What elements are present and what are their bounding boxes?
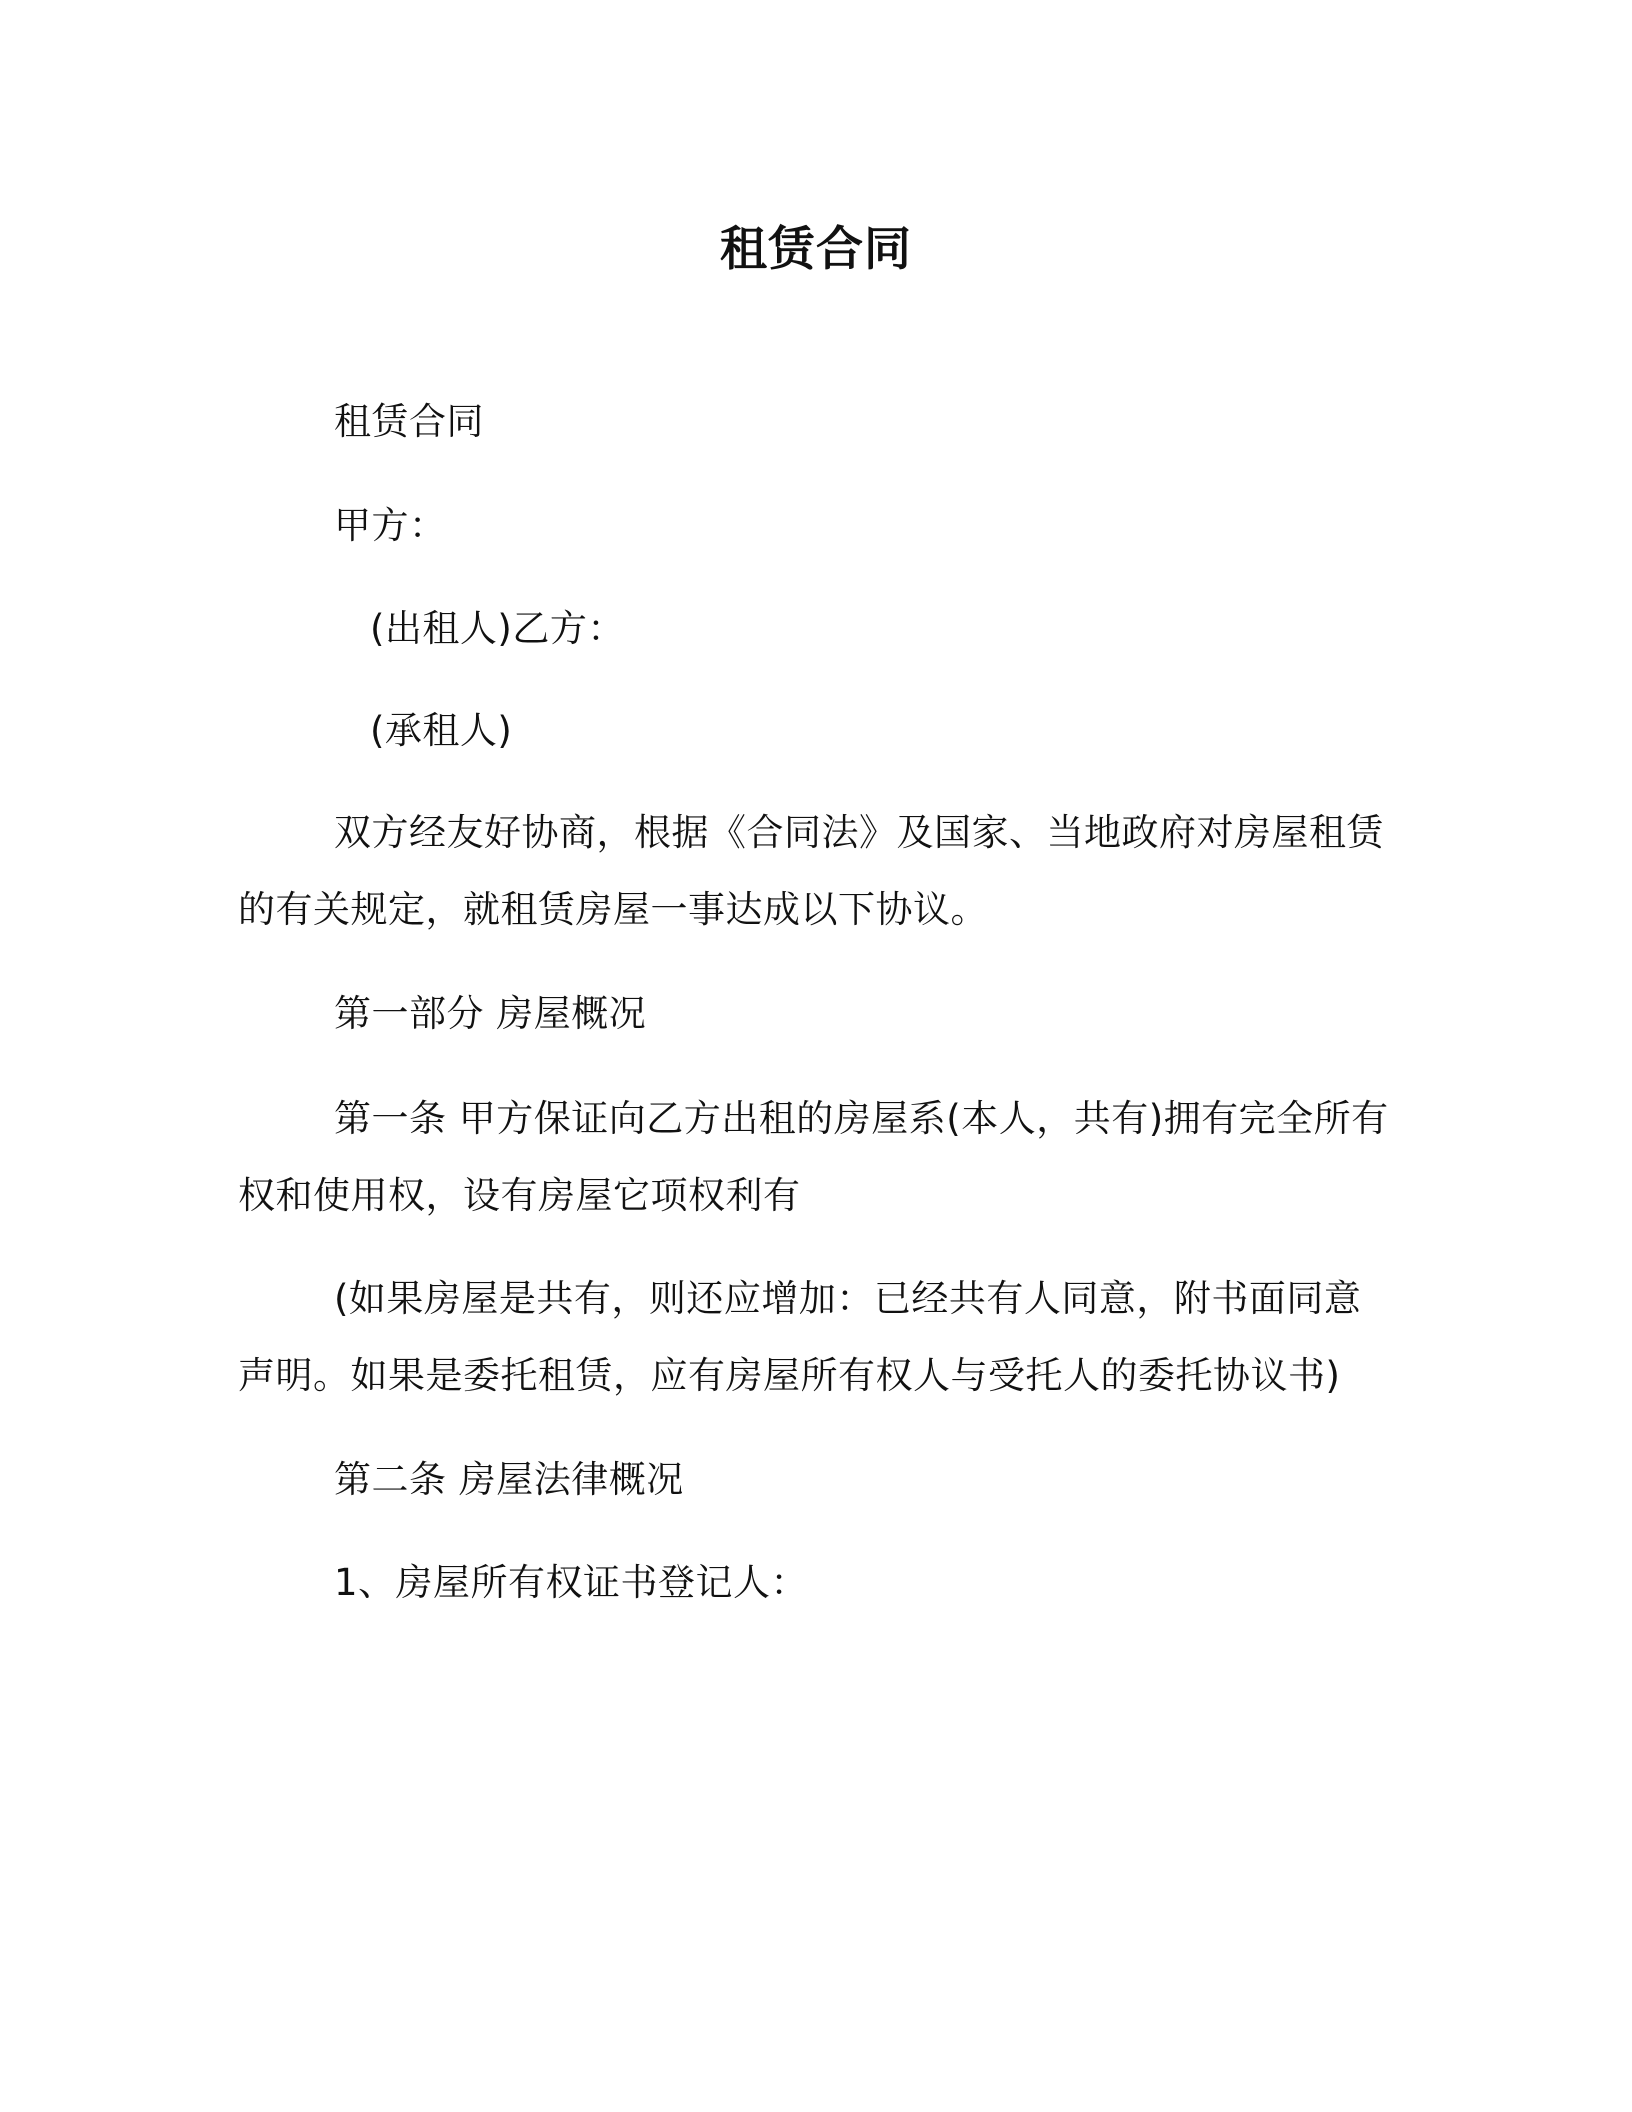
intro-paragraph-line-2: 的有关规定，就租赁房屋一事达成以下协议。: [238, 888, 988, 931]
co-ownership-note-line-2: 声明。如果是委托租赁，应有房屋所有权人与受托人的委托协议书): [238, 1354, 1341, 1397]
document-title: 租赁合同: [720, 222, 912, 277]
party-a-line: 甲方：: [334, 504, 447, 547]
section-heading-property-overview: 第一部分 房屋概况: [334, 992, 647, 1035]
lessor-party-b-line: (出租人)乙方：: [370, 607, 625, 650]
certificate-registrant-line: 1、房屋所有权证书登记人：: [334, 1561, 809, 1604]
article-one-line-1: 第一条 甲方保证向乙方出租的房屋系(本人，共有)拥有完全所有: [334, 1097, 1389, 1140]
article-one-line-2: 权和使用权，设有房屋它项权利有: [238, 1174, 801, 1217]
subtitle-line: 租赁合同: [334, 400, 484, 443]
co-ownership-note-line-1: (如果房屋是共有，则还应增加：已经共有人同意，附书面同意: [334, 1277, 1362, 1320]
article-two-heading: 第二条 房屋法律概况: [334, 1458, 684, 1501]
lessee-line: (承租人): [370, 709, 513, 752]
intro-paragraph-line-1: 双方经友好协商，根据《合同法》及国家、当地政府对房屋租赁: [334, 811, 1384, 854]
